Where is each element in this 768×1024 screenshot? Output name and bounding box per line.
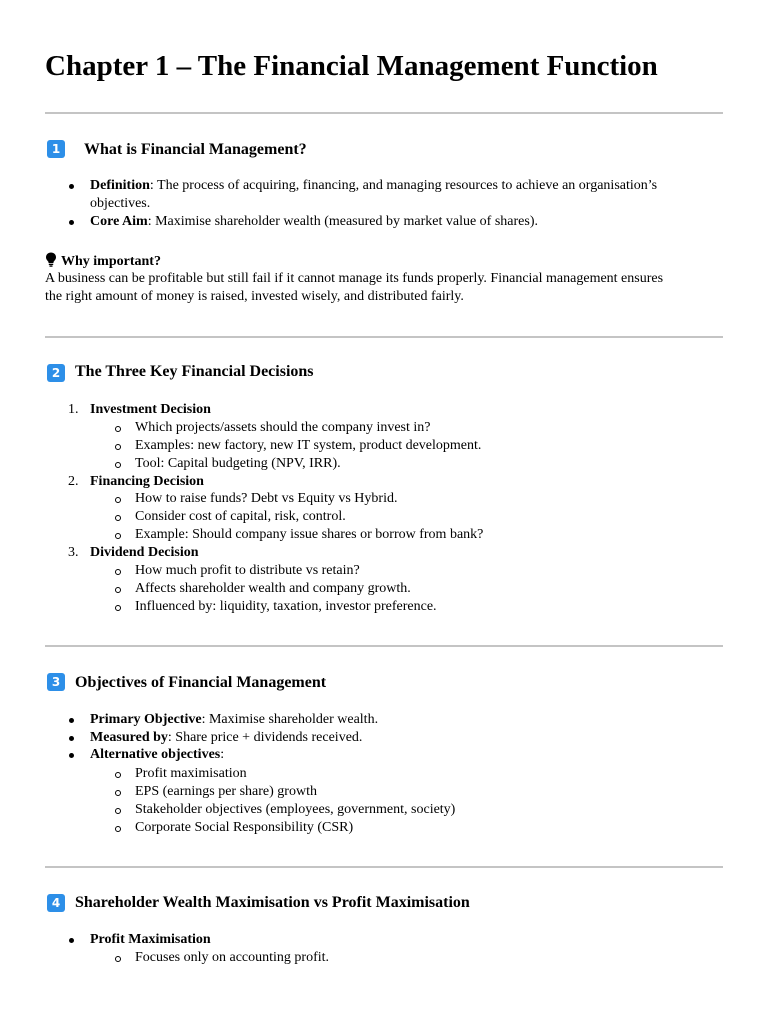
list-number: 3.: [68, 545, 79, 560]
circle-bullet-icon: [115, 444, 121, 450]
note-heading: [45, 252, 161, 271]
sub-item: Example: Should company issue shares or borrow from bank?: [135, 527, 484, 542]
item-label: Measured by: [90, 730, 168, 745]
circle-bullet-icon: [115, 515, 121, 521]
list-item: [90, 931, 211, 949]
list-item: [90, 177, 657, 195]
divider: [45, 866, 723, 868]
bullet-icon: [69, 220, 74, 225]
section-number-badge: 1: [47, 140, 65, 158]
sub-item: Focuses only on accounting profit.: [135, 950, 330, 965]
sub-item: Affects shareholder wealth and company growth.: [135, 581, 411, 596]
item-text: : Maximise shareholder wealth.: [201, 712, 379, 727]
bullet-icon: [69, 718, 74, 723]
section-heading: The Three Key Financial Decisions: [75, 363, 314, 380]
lightbulb-icon: [45, 252, 57, 267]
circle-bullet-icon: [115, 569, 121, 575]
list-item-label: Dividend Decision: [90, 545, 199, 560]
item-text: : The process of acquiring, financing, and managing resources to achieve an organisation’s: [149, 178, 658, 193]
circle-bullet-icon: [115, 790, 121, 796]
list-item: [90, 711, 378, 729]
divider: [45, 112, 723, 114]
item-label: Alternative objectives: [90, 747, 221, 762]
list-item: [90, 729, 362, 747]
sub-item: Which projects/assets should the company invest in?: [135, 420, 431, 435]
sub-item: Stakeholder objectives (employees, government, society): [135, 802, 456, 817]
list-number: 2.: [68, 474, 79, 489]
item-label: Definition: [90, 178, 150, 193]
sub-item: How much profit to distribute vs retain?: [135, 563, 360, 578]
section-heading: Objectives of Financial Management: [75, 674, 327, 691]
bullet-icon: [69, 938, 74, 943]
sub-item: Influenced by: liquidity, taxation, investor preference.: [135, 599, 437, 614]
list-number: 1.: [68, 402, 79, 417]
bullet-icon: [69, 753, 74, 758]
bullet-icon: [69, 184, 74, 189]
circle-bullet-icon: [115, 808, 121, 814]
sub-item: Consider cost of capital, risk, control.: [135, 509, 346, 524]
sub-item: How to raise funds? Debt vs Equity vs Hybrid.: [135, 491, 398, 506]
list-item-label: Investment Decision: [90, 402, 211, 417]
note-text-line: the right amount of money is raised, invested wisely, and distributed fairly.: [45, 289, 464, 304]
bullet-icon: [69, 736, 74, 741]
circle-bullet-icon: [115, 772, 121, 778]
list-item: [90, 746, 224, 764]
circle-bullet-icon: [115, 426, 121, 432]
note-text-line: A business can be profitable but still fail if it cannot manage its funds properly. Financial management ensures: [45, 271, 664, 286]
circle-bullet-icon: [115, 826, 121, 832]
circle-bullet-icon: [115, 497, 121, 503]
item-label: Profit Maximisation: [90, 932, 211, 947]
sub-item: Tool: Capital budgeting (NPV, IRR).: [135, 456, 341, 471]
section-number-badge: 3: [47, 673, 65, 691]
section-number-badge: 4: [47, 894, 65, 912]
circle-bullet-icon: [115, 956, 121, 962]
sub-item: Profit maximisation: [135, 766, 247, 781]
sub-item: Examples: new factory, new IT system, product development.: [135, 438, 482, 453]
item-label: Primary Objective: [90, 712, 202, 727]
item-continuation: objectives.: [90, 196, 151, 211]
circle-bullet-icon: [115, 462, 121, 468]
page-title: Chapter 1 – The Financial Management Function: [45, 50, 658, 82]
divider: [45, 336, 723, 338]
section-heading: Shareholder Wealth Maximisation vs Profit Maximisation: [75, 894, 470, 911]
circle-bullet-icon: [115, 605, 121, 611]
item-text: :: [220, 747, 225, 762]
circle-bullet-icon: [115, 533, 121, 539]
section-heading: What is Financial Management?: [84, 141, 307, 158]
list-item: [90, 213, 538, 231]
item-text: : Share price + dividends received.: [167, 730, 363, 745]
circle-bullet-icon: [115, 587, 121, 593]
section-number-badge: 2: [47, 364, 65, 382]
divider: [45, 645, 723, 647]
note-label: Why important?: [61, 254, 161, 269]
sub-item: EPS (earnings per share) growth: [135, 784, 317, 799]
sub-item: Corporate Social Responsibility (CSR): [135, 820, 354, 835]
item-text: : Maximise shareholder wealth (measured by market value of shares).: [147, 214, 538, 229]
item-label: Core Aim: [90, 214, 148, 229]
list-item-label: Financing Decision: [90, 474, 204, 489]
